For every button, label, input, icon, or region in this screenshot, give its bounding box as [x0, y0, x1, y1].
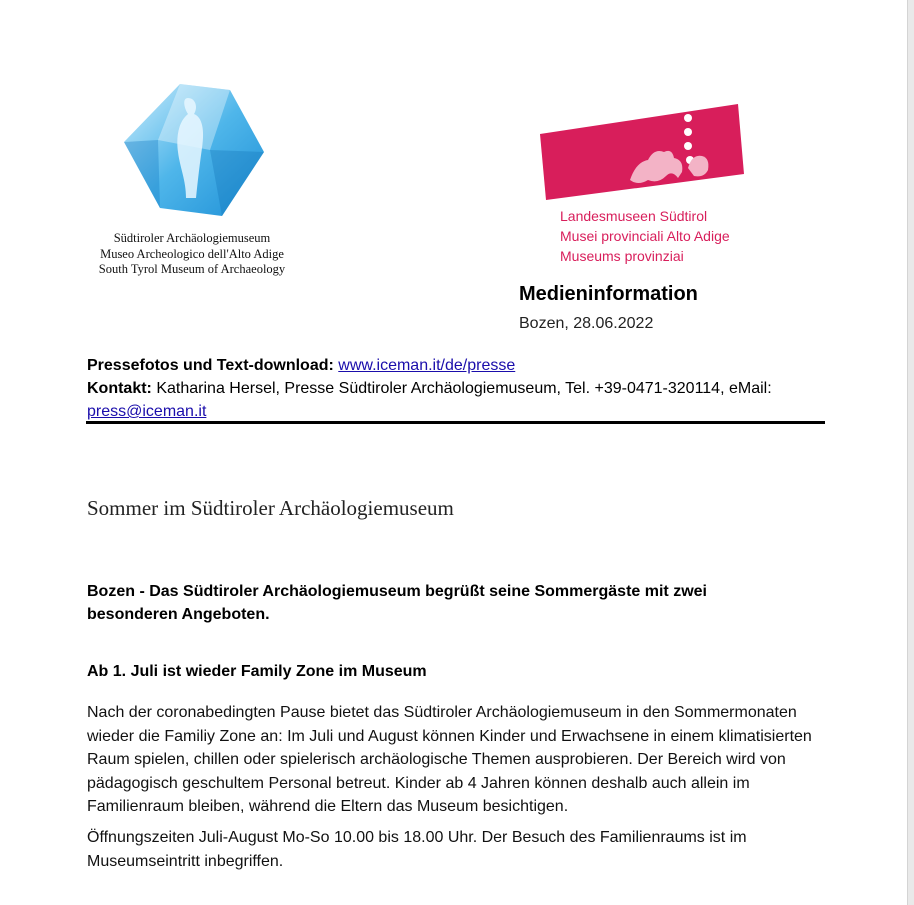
- provincial-name-lad: Museums provinziai: [560, 248, 684, 264]
- provincial-museums-names: [560, 206, 730, 266]
- museum-names: [80, 231, 304, 278]
- provincial-name-it: Musei provinciali Alto Adige: [560, 228, 730, 244]
- article-headline: Sommer im Südtiroler Archäologiemuseum: [87, 496, 454, 520]
- museum-name-it: Museo Archeologico dell'Alto Adige: [100, 246, 284, 261]
- museum-name-de: Südtiroler Archäologiemuseum: [113, 231, 271, 245]
- press-contact-text: Katharina Hersel, Presse Südtiroler Archäologiemuseum, Tel. +39-0471-320114, eMail:: [156, 380, 772, 397]
- press-photos-link[interactable]: www.iceman.it/de/presse: [338, 357, 516, 374]
- article-paragraph: Nach der coronabedingten Pause bietet das Südtiroler Archäologiemuseum in den Sommermonaten wieder die Familiy Zone an: Im Juli und August können Kinder und Erwachsene in einem klimatisierten Raum spielen, chillen oder spielerisch archäologische Themen ausprobieren. Der Bereich wird von pädagogisch geschultem Personal betreut. Kinder ab 4 Jahren können deshalb auch allein im Familienraum bleiben, während die Eltern das Museum besichtigen.: [87, 704, 812, 815]
- museum-crystal-logo: [118, 80, 268, 222]
- document-date: Bozen, 28.06.2022: [519, 315, 654, 332]
- museum-name-en: South Tyrol Museum of Archaeology: [98, 262, 286, 276]
- press-email-link[interactable]: press@iceman.it: [87, 403, 207, 420]
- document-title: Medieninformation: [519, 283, 698, 305]
- provincial-museums-logo: [538, 102, 748, 202]
- article-subheading: Ab 1. Juli ist wieder Family Zone im Museum: [87, 663, 427, 680]
- press-contact-line: [87, 377, 822, 423]
- press-contact-label: Kontakt:: [87, 380, 152, 397]
- provincial-name-de: Landesmuseen Südtirol: [560, 208, 708, 224]
- page-edge-scrollbar: [907, 0, 914, 905]
- press-contact-block: [87, 354, 822, 423]
- header-divider: [86, 421, 825, 424]
- article-lead: Bozen - Das Südtiroler Archäologiemuseum begrüßt seine Sommergäste mit zwei besonderen Angeboten.: [87, 583, 707, 623]
- press-photos-label: Pressefotos und Text-download:: [87, 357, 334, 374]
- article-paragraph: Öffnungszeiten Juli-August Mo-So 10.00 bis 18.00 Uhr. Der Besuch des Familienraums ist im Museumseintritt inbegriffen.: [87, 829, 747, 870]
- press-photos-line: [87, 354, 822, 377]
